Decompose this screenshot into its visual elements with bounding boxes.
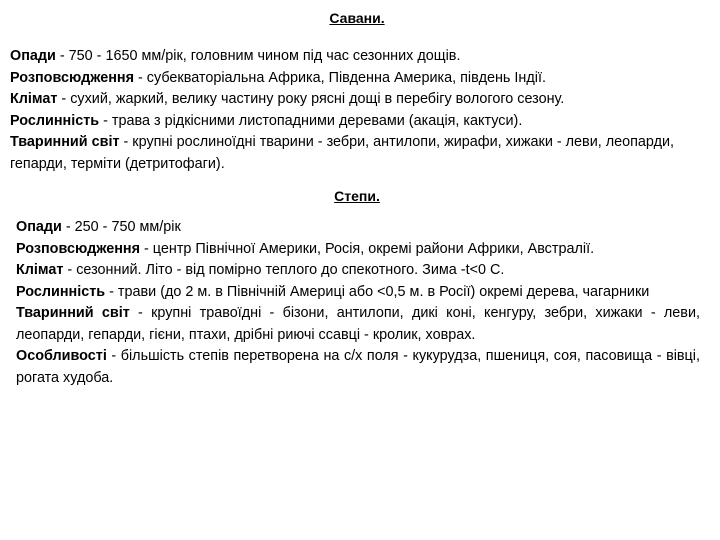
steppe-distribution xyxy=(16,239,700,261)
steppe-climate xyxy=(16,260,700,282)
term-text: - більшість степів перетворена на с/х поля - кукурудза, пшениця, соя, пасовища - вівці, рогата худоба. xyxy=(16,348,700,386)
savanna-fauna xyxy=(10,132,710,175)
steppe-features xyxy=(16,346,700,389)
term-label: Розповсюдження xyxy=(10,69,134,86)
savanna-section xyxy=(10,46,710,175)
term-label: Тваринний світ xyxy=(10,134,120,150)
term-label: Особливості xyxy=(16,348,107,364)
term-text: - трава з рідкісними листопадними деревами (акація, кактуси). xyxy=(99,112,523,129)
savanna-vegetation xyxy=(10,111,710,133)
term-label: Опади xyxy=(10,48,56,64)
steppe-fauna xyxy=(16,303,700,346)
term-text: - крупні рослиноїдні тварини - зебри, антилопи, жирафи, хижаки - леви, леопарди, гепарди, терміти (детритофаги). xyxy=(10,134,675,172)
savanna-heading: Савани. xyxy=(329,10,385,26)
term-label: Рослинність xyxy=(10,112,100,129)
term-text: - центр Північної Америки, Росія, окремі райони Африки, Австралії. xyxy=(140,240,595,257)
term-text: - 750 - 1650 мм/рік, головним чином під час сезонних дощів. xyxy=(55,48,461,64)
term-label: Рослинність xyxy=(16,283,106,300)
term-text: - сухий, жаркий, велику частину року рясні дощі в перебігу вологого сезону. xyxy=(57,91,565,107)
term-text: - сезонний. Літо - від помірно теплого до спекотного. Зима -t<0 С. xyxy=(63,262,505,278)
savanna-distribution xyxy=(10,68,710,90)
term-label: Опади xyxy=(16,219,62,235)
term-text: - крупні травоїдні - бізони, антилопи, дикі коні, кенгуру, зебри, хижаки - леви, леопарди, гепарди, гієни, птахи, дрібні риючі ссавці - кролик, ховрах. xyxy=(16,305,700,343)
term-text: - трави (до 2 м. в Північній Америці або <0,5 м. в Росії) окремі дерева, чагарники xyxy=(105,283,650,300)
term-text: - 250 - 750 мм/рік xyxy=(61,219,181,235)
term-label: Розповсюдження xyxy=(16,240,140,257)
savanna-climate xyxy=(10,89,710,111)
steppe-heading: Степи. xyxy=(334,188,380,204)
savanna-precipitation xyxy=(10,46,710,68)
steppe-vegetation xyxy=(16,282,700,304)
term-label: Клімат xyxy=(10,91,58,107)
term-label: Клімат xyxy=(16,262,64,278)
term-label: Тваринний світ xyxy=(16,305,130,321)
steppe-precipitation xyxy=(16,217,700,239)
steppe-section xyxy=(16,217,700,389)
term-text: - субекваторіальна Африка, Південна Америка, південь Індії. xyxy=(134,69,546,86)
